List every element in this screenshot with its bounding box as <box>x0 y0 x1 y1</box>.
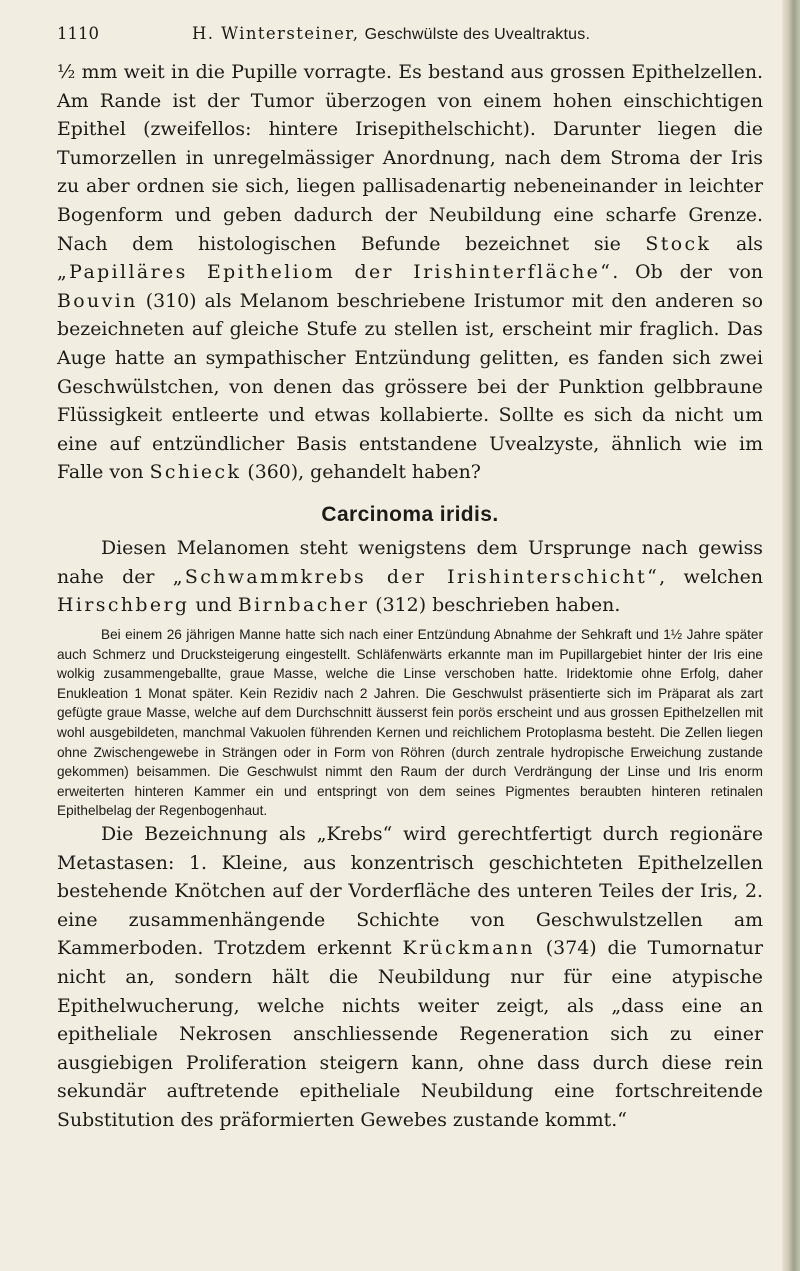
paragraph-1 <box>57 58 763 487</box>
author-krueckmann: Krückmann <box>402 937 535 960</box>
running-title <box>192 24 590 44</box>
paragraph-2 <box>57 534 763 620</box>
paragraph-1-text: als <box>711 232 763 255</box>
quoted-term: „Schwammkrebs der Irishinterschicht“ <box>172 565 660 588</box>
author-stock: Stock <box>645 232 712 255</box>
quoted-term: „Papilläres Epitheliom der Irishinterfläche“ <box>57 261 613 284</box>
author-hirschberg: Hirschberg <box>57 594 190 617</box>
section-heading: Carcinoma iridis. <box>321 503 499 526</box>
indent <box>57 537 101 559</box>
page-edge-shadow <box>782 0 800 1271</box>
paragraph-2-text: Diesen Melanomen steht wenigstens dem Ursprunge nach gewiss nahe der <box>57 537 763 588</box>
paragraph-3 <box>57 820 763 1135</box>
paragraph-1-text: (360), gehandelt haben? <box>241 461 481 484</box>
page-number: 1110 <box>57 24 99 43</box>
paragraph-3-text: (374) die Tumornatur nicht an, sondern hält die Neubildung nur für eine atypische Epithelwucherung, welche nichts weiter zeigt, als „dass eine an epitheliale Nekrosen anschliessende Regeneration sich zu einer ausgiebigen Proliferation steigern kann, ohne dass durch diese rein sekundär auftretende epitheliale Neubildung eine fortschreitende Substitution des präformierten Gewebes zustande kommt.“ <box>57 937 763 1131</box>
author-bouvin: Bouvin <box>57 289 138 312</box>
header-title: Geschwülste des Uvealtraktus. <box>364 26 591 43</box>
paragraph-2-text: und <box>189 594 238 617</box>
paragraph-1-text: . Ob der von <box>612 261 763 284</box>
author-schieck: Schieck <box>149 461 242 484</box>
header-author: H. Wintersteiner, <box>192 24 360 43</box>
paragraph-1-text: ½ mm weit in die Pupille vorragte. Es bestand aus grossen Epithelzellen. Am Rande ist der Tumor überzogen von einem hohen einschichtigen Epithel (zweifellos: hintere Irisepithelschicht). Darunter liegen die Tumorzellen in unregelmässiger Anordnung, nach dem Stroma der Iris zu aber ordnen sie sich, liegen pallisadenartig nebeneinander in leichter Bogenform und geben dadurch der Neubildung eine scharfe Grenze. Nach dem histologischen Befunde bezeichnet sie <box>57 61 763 255</box>
paragraph-2-text: , welchen <box>659 565 763 588</box>
paragraph-2-text: (312) beschrieben haben. <box>369 594 621 617</box>
author-birnbacher: Birnbacher <box>237 594 370 617</box>
running-header <box>57 24 757 50</box>
case-report: Bei einem 26 jährigen Manne hatte sich nach einer Entzündung Abnahme der Sehkraft und 1½ Jahre später auch Schmerz und Drucksteigerung eingestellt. Schläfenwärts erkannte man im Pupillargebiet hinter der Iris eine wolkig zusammengeballte, graue Masse, welche die Linse verschoben hatte. Iridektomie ohne Erfolg, daher Enukleation 1 Monat später. Kein Rezidiv nach 2 Jahren. Die Geschwulst präsentierte sich im Präparat als zart gefügte graue Masse, welche auf dem Durchschnitt äusserst fein porös erscheint und aus grossen Epithelzellen mit wohl ausgebildeten, manchmal Vakuolen führenden Kernen und reichlichem Protoplasma besteht. Die Zellen liegen ohne Zwischengewebe in Strängen oder in Form von Röhren (durch zentrale hydropische Erweichung zustande gekommen) beisammen. Die Geschwulst nimmt den Raum der durch Verdrängung der Linse und Iris enorm erweiterten hinteren Kammer ein und entspringt von dem seines Pigmentes beraubten hinteren retinalen Epithelbelag der Regenbogenhaut. <box>57 627 763 819</box>
paragraph-1-text: (310) als Melanom beschriebene Iristumor mit den anderen so bezeichneten auf gleiche Stufe zu stellen ist, erscheint mir fraglich. Das Auge hatte an sympathischer Entzündung gelitten, es fanden sich zwei Geschwülstchen, von denen das grössere bei der Punktion gelbbraune Flüssigkeit entleerte und etwas kollabierte. Sollte es sich da nicht um eine auf entzündlicher Basis entstandene Uvealzyste, ähnlich wie im Falle von <box>57 289 763 484</box>
paragraph-3-text: Die Bezeichnung als „Krebs“ wird gerechtfertigt durch regionäre Metastasen: 1. Kleine, aus konzentrisch geschichteten Epithelzellen bestehende Knötchen auf der Vorderfläche des unteren Teiles der Iris, 2. eine zusammenhängende Schichte von Geschwulstzellen am Kammerboden. Trotzdem erkennt <box>57 823 763 960</box>
